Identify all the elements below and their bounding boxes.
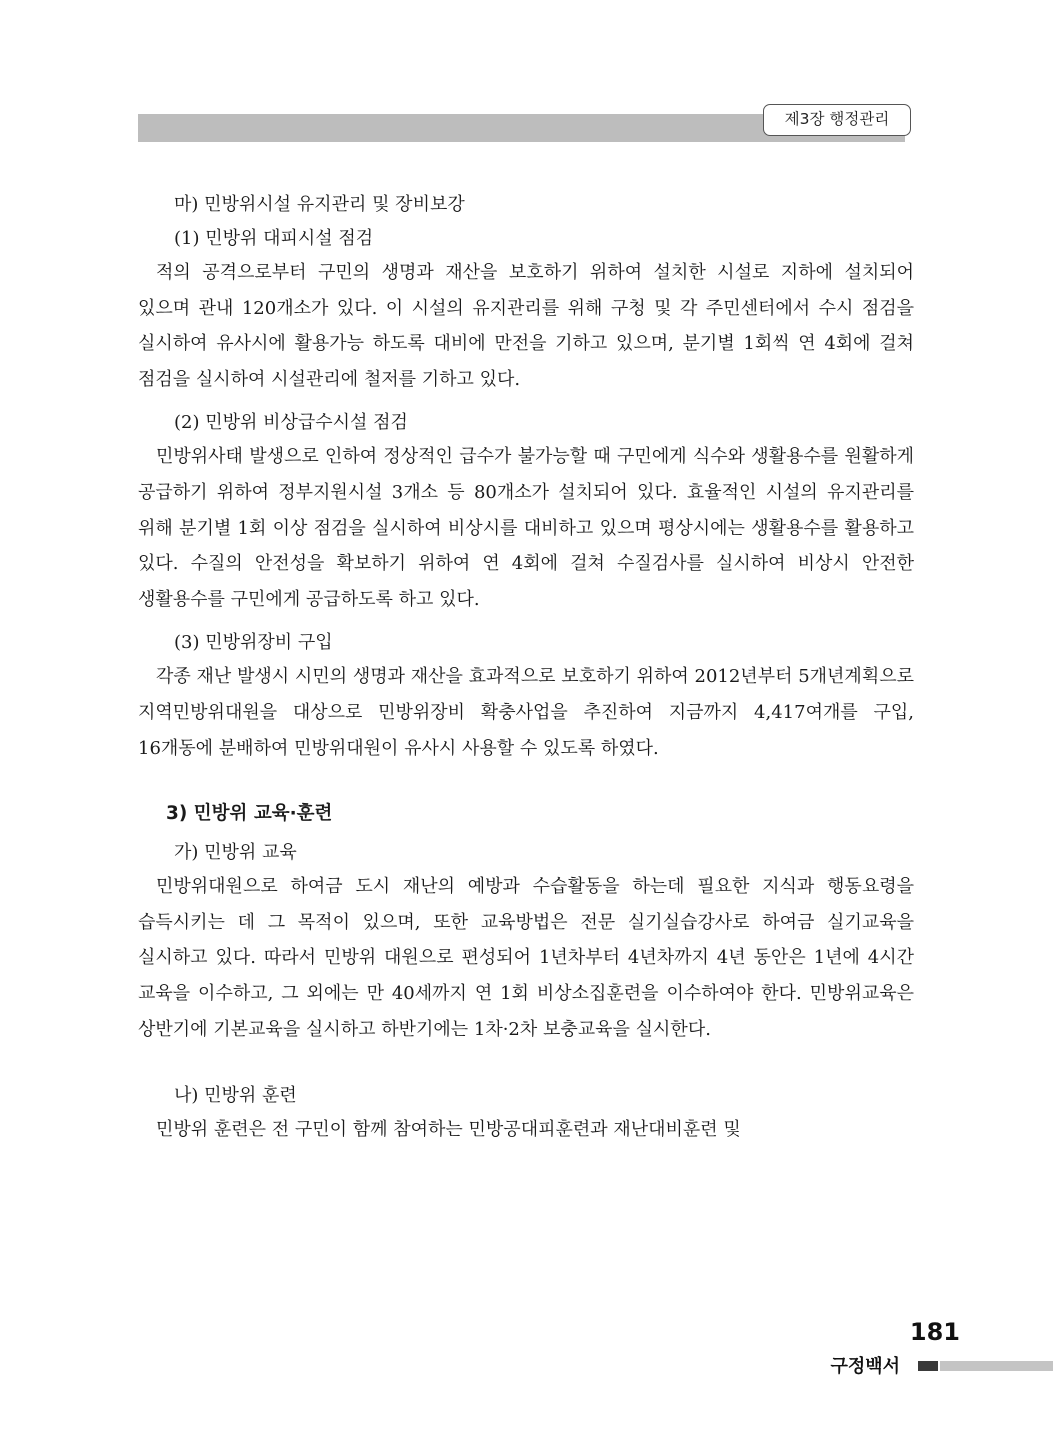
item-title-3: (3) 민방위장비 구입 xyxy=(174,632,333,654)
section-heading-training: 3) 민방위 교육·훈련 xyxy=(166,803,333,825)
item-paragraph-3: 각종 재난 발생시 시민의 생명과 재산을 효과적으로 보호하기 위하여 2012년부터 5개년계획으로 지역민방위대원을 대상으로 민방위장비 확충사업을 추진하여 지금까지 4,417여개를 구입, 16개동에 분배하여 민방위대원이 유사시 사용할 수 있도록 하였다. xyxy=(138,666,914,759)
footer-bar-light xyxy=(940,1361,1053,1371)
chapter-tab: 제3장 행정관리 xyxy=(763,104,911,136)
subsection-title-ma: 마) 민방위시설 유지관리 및 장비보강 xyxy=(174,194,465,215)
footer-bar-dark xyxy=(918,1361,938,1371)
page-number: 181 xyxy=(909,1318,960,1346)
drill-paragraph: 민방위 훈련은 전 구민이 함께 참여하는 민방공대피훈련과 재난대비훈련 및 xyxy=(156,1119,741,1141)
item-title-2: (2) 민방위 비상급수시설 점검 xyxy=(174,412,408,434)
item-title-1: (1) 민방위 대피시설 점검 xyxy=(174,228,374,249)
page-body xyxy=(138,188,914,1148)
subsection-title-na: 나) 민방위 훈련 xyxy=(174,1085,297,1107)
subsection-title-ga: 가) 민방위 교육 xyxy=(174,842,297,864)
book-title: 구정백서 xyxy=(830,1356,900,1377)
item-paragraph-1: 적의 공격으로부터 구민의 생명과 재산을 보호하기 위하여 설치한 시설로 지하에 설치되어 있으며 관내 120개소가 있다. 이 시설의 유지관리를 위해 구청 및 각 주민센터에서 수시 점검을 실시하여 유사시에 활용가능 하도록 대비에 만전을 기하고 있으며, 분기별 1회씩 연 4회에 걸쳐 점검을 실시하여 시설관리에 철저를 기하고 있다. xyxy=(138,262,914,390)
education-paragraph: 민방위대원으로 하여금 도시 재난의 예방과 수습활동을 하는데 필요한 지식과 행동요령을 습득시키는 데 그 목적이 있으며, 또한 교육방법은 전문 실기실습강사로 하여금 실기교육을 실시하고 있다. 따라서 민방위 대원으로 편성되어 1년차부터 4년차까지 4년 동안은 1년에 4시간 교육을 이수하고, 그 외에는 만 40세까지 연 1회 비상소집훈련을 이수하여야 한다. 민방위교육은 상반기에 기본교육을 실시하고 하반기에는 1차·2차 보충교육을 실시한다. xyxy=(138,876,914,1040)
item-paragraph-2: 민방위사태 발생으로 인하여 정상적인 급수가 불가능할 때 구민에게 식수와 생활용수를 원활하게 공급하기 위하여 정부지원시설 3개소 등 80개소가 설치되어 있다. 효율적인 시설의 유지관리를 위해 분기별 1회 이상 점검을 실시하여 비상시를 대비하고 있으며 평상시에는 생활용수를 활용하고 있다. 수질의 안전성을 확보하기 위하여 연 4회에 걸쳐 수질검사를 실시하여 비상시 안전한 생활용수를 구민에게 공급하도록 하고 있다. xyxy=(138,446,914,610)
